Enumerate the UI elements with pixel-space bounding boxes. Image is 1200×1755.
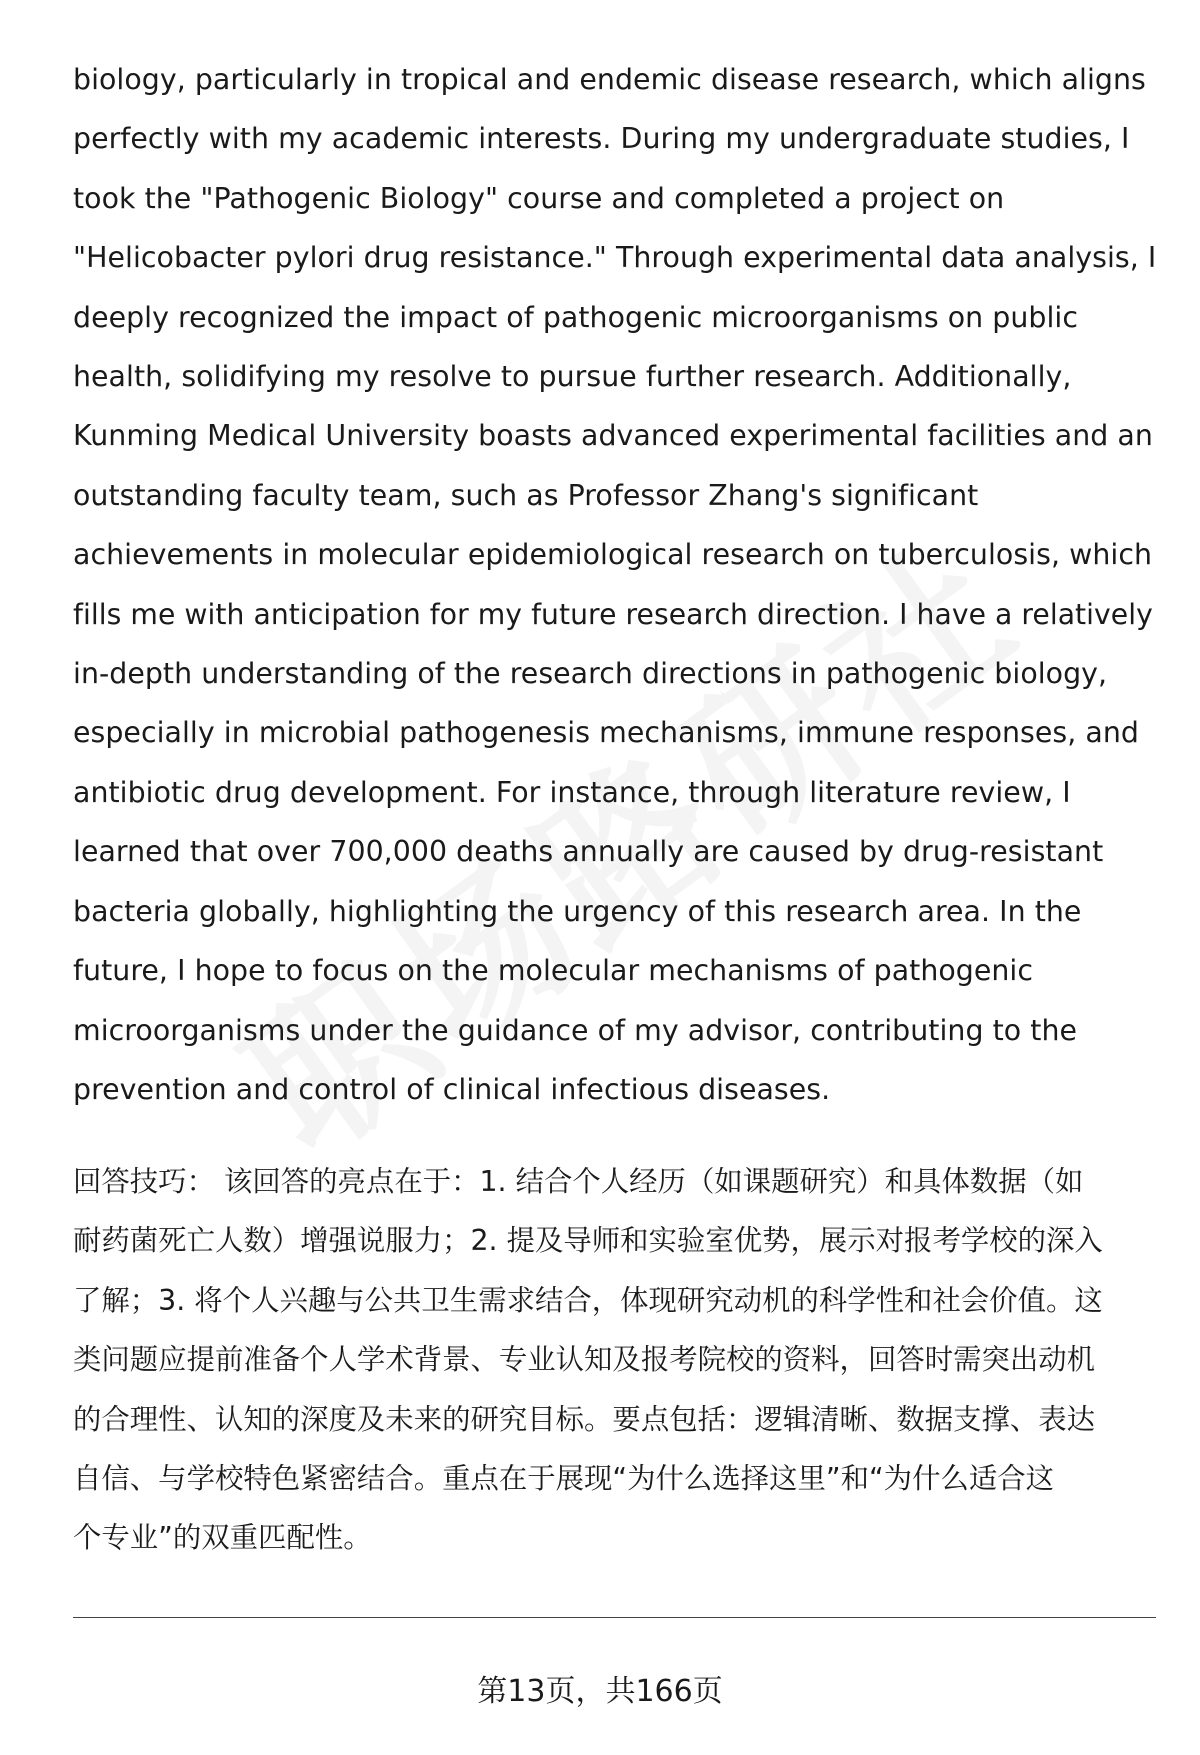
body-line: in-depth understanding of the research directions in pathogenic biology, [73, 657, 1108, 691]
body-line: antibiotic drug development. For instance, through literature review, I [73, 775, 1071, 809]
body-line: future, I hope to focus on the molecular mechanisms of pathogenic [73, 954, 1034, 988]
body-line: health, solidifying my resolve to pursue further research. Additionally, [73, 360, 1072, 394]
body-line: outstanding faculty team, such as Professor Zhang's significant [73, 478, 979, 512]
tips-line: 类问题应提前准备个人学术背景、专业认知及报考院校的资料，回答时需突出动机 [73, 1343, 1096, 1377]
tips-line: 了解；3. 将个人兴趣与公共卫生需求结合，体现研究动机的科学性和社会价值。这 [73, 1283, 1103, 1317]
body-line: biology, particularly in tropical and endemic disease research, which aligns [73, 63, 1146, 96]
answer-body-text [73, 50, 1158, 1119]
body-line: achievements in molecular epidemiological research on tuberculosis, which [73, 538, 1153, 572]
body-line: microorganisms under the guidance of my advisor, contributing to the [73, 1013, 1078, 1047]
body-line: "Helicobacter pylori drug resistance." Through experimental data analysis, I [73, 241, 1157, 275]
body-line: Kunming Medical University boasts advanced experimental facilities and an [73, 419, 1153, 453]
body-line: bacteria globally, highlighting the urgency of this research area. In the [73, 894, 1082, 928]
tips-line: 耐药菌死亡人数）增强说服力；2. 提及导师和实验室优势，展示对报考学校的深入 [73, 1224, 1103, 1258]
body-line: perfectly with my academic interests. During my undergraduate studies, I [73, 122, 1130, 156]
body-line: deeply recognized the impact of pathogenic microorganisms on public [73, 300, 1078, 334]
tips-line: 回答技巧： 该回答的亮点在于：1. 结合个人经历（如课题研究）和具体数据（如 [73, 1165, 1084, 1198]
tips-line: 个专业”的双重匹配性。 [73, 1521, 372, 1555]
answer-tips [73, 1152, 1158, 1568]
tips-line: 的合理性、认知的深度及未来的研究目标。要点包括：逻辑清晰、数据支撑、表达 [73, 1402, 1096, 1436]
body-line: prevention and control of clinical infectious diseases. [73, 1072, 831, 1106]
body-line: fills me with anticipation for my future research direction. I have a relatively [73, 597, 1153, 631]
page-number: 第13页，共166页 [477, 1674, 723, 1709]
tips-line: 自信、与学校特色紧密结合。重点在于展现“为什么选择这里”和“为什么适合这 [73, 1462, 1055, 1496]
body-line: learned that over 700,000 deaths annually are caused by drug-resistant [73, 835, 1104, 869]
body-line: especially in microbial pathogenesis mechanisms, immune responses, and [73, 716, 1139, 750]
body-line: took the "Pathogenic Biology" course and completed a project on [73, 181, 1005, 215]
footer-divider [73, 1617, 1156, 1618]
